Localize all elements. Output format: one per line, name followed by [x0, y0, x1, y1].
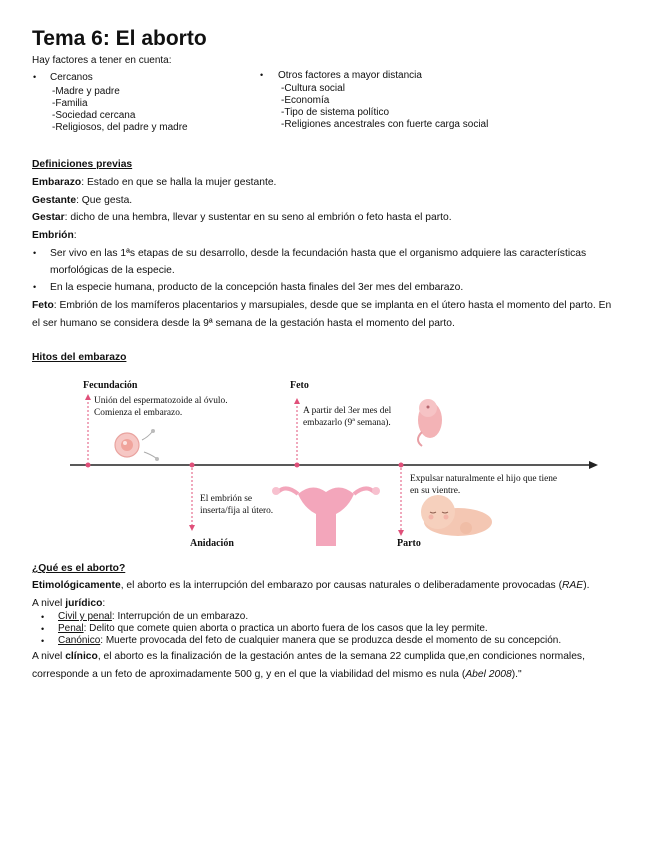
milestone-fecundacion: Fecundación [83, 380, 138, 391]
list-item: -Economía [281, 95, 330, 106]
bullet-icon: • [41, 612, 45, 622]
milestone-feto-text: A partir del 3er mes del embazarlo (9ª semana). [303, 406, 392, 428]
definition: : Delito que comete quien aborta o practica un aborto fuera de los casos que la ley permite. [83, 623, 488, 634]
list-item: -Cultura social [281, 83, 345, 94]
milestone-dot [190, 463, 195, 468]
definition: : Muerte provocada del feto de cualquier manera que se produzca desde el momento de su concepción. [100, 635, 562, 646]
source: RAE [562, 580, 584, 591]
term: clínico [65, 651, 98, 662]
def-embarazo [32, 177, 276, 188]
colon: : [102, 598, 106, 609]
term: Civil y penal [58, 611, 112, 622]
colon: : [73, 230, 77, 241]
term: Embarazo [32, 177, 82, 188]
intro-text: Hay factores a tener en cuenta: [32, 55, 172, 66]
etimologia-line [32, 580, 589, 591]
def-gestante [32, 195, 132, 206]
definition: : Que gesta. [76, 195, 133, 206]
juridico-penal [58, 623, 488, 636]
term: Canónico [58, 635, 101, 646]
juridico-canonico [58, 635, 561, 648]
term: jurídico [65, 598, 103, 609]
juridico-civil [58, 611, 248, 624]
milestone-parto: Parto [397, 538, 421, 549]
clinico-line-1 [32, 651, 585, 662]
milestone-dot [399, 463, 404, 468]
def-feto [32, 300, 611, 311]
definition: : Embrión de los mamíferos placentarios y marsupiales, desde que se implanta en el útero hasta el momento del parto. En [53, 300, 612, 311]
baby-icon [421, 495, 492, 536]
term: Gestar [32, 212, 65, 223]
text: , el aborto es la interrupción del embarazo por causas naturales o deliberadamente provocadas ( [120, 580, 562, 591]
definitions-heading: Definiciones previas [32, 159, 133, 170]
milestone-anidacion: Anidación [190, 538, 234, 549]
term: Penal [58, 623, 84, 634]
text: , el aborto es la finalización de la gestación antes de la semana 22 cumplida que,en condiciones normales, [97, 651, 585, 662]
milestone-dot [86, 463, 91, 468]
que-es-heading: ¿Qué es el aborto? [32, 563, 126, 574]
definition: : Estado en que se halla la mujer gestante. [81, 177, 277, 188]
definition: : dicho de una hembra, llevar y sustentar en su seno al embrión o feto hasta el parto. [64, 212, 452, 223]
prefix: A nivel [32, 598, 66, 609]
term: Gestante [32, 195, 77, 206]
milestone-dot [295, 463, 300, 468]
milestone-anidacion-text: El embrión se inserta/fija al útero. [200, 494, 274, 516]
list-item: -Madre y padre [52, 86, 120, 97]
bullet-icon: • [33, 248, 37, 258]
bullet-icon: • [33, 72, 37, 82]
term: Feto [32, 300, 54, 311]
prefix: A nivel [32, 651, 66, 662]
page-title: Tema 6: El aborto [32, 27, 207, 50]
hitos-heading: Hitos del embarazo [32, 352, 127, 363]
milestone-fecundacion-text: Unión del espermatozoide al óvulo. Comienza el embarazo. [94, 396, 228, 418]
definition: : Interrupción de un embarazo. [111, 611, 249, 622]
milestone-feto: Feto [290, 380, 309, 391]
list-item: -Tipo de sistema político [281, 107, 390, 118]
term: Etimológicamente [32, 580, 121, 591]
embrion-bullet-1-line-1: Ser vivo en las 1ªs etapas de su desarrollo, desde la fecundación hasta que el organismo adquiere las características [50, 248, 587, 259]
list-item: -Religiosos, del padre y madre [52, 122, 188, 133]
list-item: -Familia [52, 98, 88, 109]
fetus-icon [418, 399, 442, 446]
bullet-icon: • [33, 282, 37, 292]
text-end: ). [583, 580, 590, 591]
clinico-line-2 [32, 669, 522, 680]
ovum-icon [115, 429, 159, 461]
list-item: -Sociedad cercana [52, 110, 136, 121]
def-gestar [32, 212, 452, 223]
def-feto-line-2: el ser humano se considera desde la 9ª semana de la gestación hasta el momento del parto. [32, 318, 455, 329]
embrion-bullet-1-line-2: morfológicas de la especie. [50, 265, 175, 276]
term: Embrión [32, 230, 74, 241]
juridico-line [32, 598, 105, 609]
factors-far-label: Otros factores a mayor distancia [278, 70, 422, 81]
embrion-bullet-2: En la especie humana, producto de la concepción hasta finales del 3er mes del embarazo. [50, 282, 464, 293]
bullet-icon: • [41, 636, 45, 646]
arrow-head-icon [589, 461, 598, 469]
factors-close-label: Cercanos [50, 72, 93, 83]
def-embrion [32, 230, 77, 241]
uterus-icon [272, 487, 380, 546]
milestone-parto-text: Expulsar naturalmente el hijo que tiene en su vientre. [410, 474, 558, 496]
text: corresponde a un feto de aproximadamente 500 g, y en el que la viabilidad del mismo es nula ( [32, 669, 466, 680]
text-end: )." [511, 669, 522, 680]
bullet-icon: • [41, 624, 45, 634]
list-item: -Religiones ancestrales con fuerte carga social [281, 119, 489, 130]
bullet-icon: • [260, 70, 264, 80]
source: Abel 2008 [465, 669, 512, 680]
